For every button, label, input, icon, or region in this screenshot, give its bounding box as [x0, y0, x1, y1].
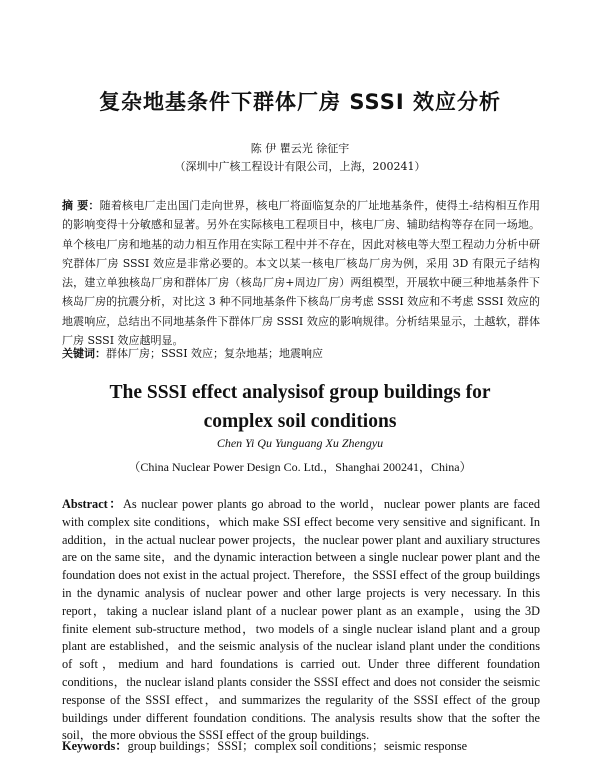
chinese-keywords-text: 群体厂房；SSSI 效应；复杂地基；地震响应	[106, 347, 324, 360]
english-keywords-label: Keywords：	[62, 739, 128, 753]
chinese-title: 复杂地基条件下群体厂房 SSSI 效应分析	[99, 90, 501, 114]
english-title	[0, 378, 600, 436]
english-keywords	[62, 736, 540, 754]
chinese-keywords-label: 关键词：	[62, 347, 106, 360]
english-title-line-1: The SSSI effect analysisof group buildings for	[109, 382, 491, 403]
english-abstract	[62, 496, 540, 745]
english-abstract-text: As nuclear power plants go abroad to the world，nuclear power plants are faced with complex site conditions，which make SSI effect become very sensitive and significant. In addition，in the actual nuclear power projects，the nuclear power plant and auxiliary structures are on the same site，and the dynamic interaction between a single nuclear power plant and the foundation does not exist in the actual project. Therefore，the SSSI effect of the group buildings in the dynamic analysis of nuclear power and other large projects is very necessary. In this report，taking a nuclear island plant of a nuclear power plant as an example，using the 3D finite element sub-structure method，two models of a single nuclear island plant and a group plant are established，and the seismic analysis of the nuclear island plant under the conditions of soft，medium and hard foundations is carried out. Under three different foundation conditions，the nuclear island plants consider the SSSI effect and does not consider the seismic response of the SSSI effect，and summarizes the regularity of the SSSI effect of the group buildings under different foundation conditions. The analysis results show that the softer the soil，the more obvious the SSSI effect of the group buildings.	[62, 497, 540, 743]
english-keywords-text: group buildings；SSSI；complex soil conditions；seismic response	[127, 739, 468, 753]
english-affiliation: （China Nuclear Power Design Co. Ltd.，Shanghai 200241，China）	[128, 460, 472, 474]
chinese-authors: 陈 伊 瞿云光 徐征宇	[250, 142, 350, 155]
chinese-abstract-label: 摘 要：	[62, 199, 100, 212]
chinese-abstract-text: 随着核电厂走出国门走向世界，核电厂将面临复杂的厂址地基条件，使得土-结构相互作用的影响变得十分敏感和显著。另外在实际核电工程项目中，核电厂房、辅助结构等存在同一场地。单个核电厂房和地基的动力相互作用在实际工程中并不存在，因此对核电等大型工程动力分析中研究群体厂房 SSSI 效应是非常必要的。本文以某一核电厂核岛厂房为例，采用 3D 有限元子结构法，建立单独核岛厂房和群体厂房（核岛厂房+周边厂房）两组模型，开展软中硬三种地基条件下核岛厂房的抗震分析，对比这 3 种不同地基条件下核岛厂房考虑 SSSI 效应和不考虑 SSSI 效应的地震响应，总结出不同地基条件下群体厂房 SSSI 效应的影响规律。分析结果显示，土越软，群体厂房 SSSI 效应越明显。	[62, 199, 540, 348]
english-abstract-label: Abstract：	[62, 497, 124, 511]
chinese-abstract	[62, 196, 540, 350]
chinese-keywords	[62, 345, 540, 361]
english-authors: Chen Yi Qu Yunguang Xu Zhengyu	[216, 436, 384, 450]
english-title-line-2: complex soil conditions	[203, 411, 397, 432]
chinese-affiliation: （深圳中广核工程设计有限公司，上海，200241）	[174, 160, 426, 173]
